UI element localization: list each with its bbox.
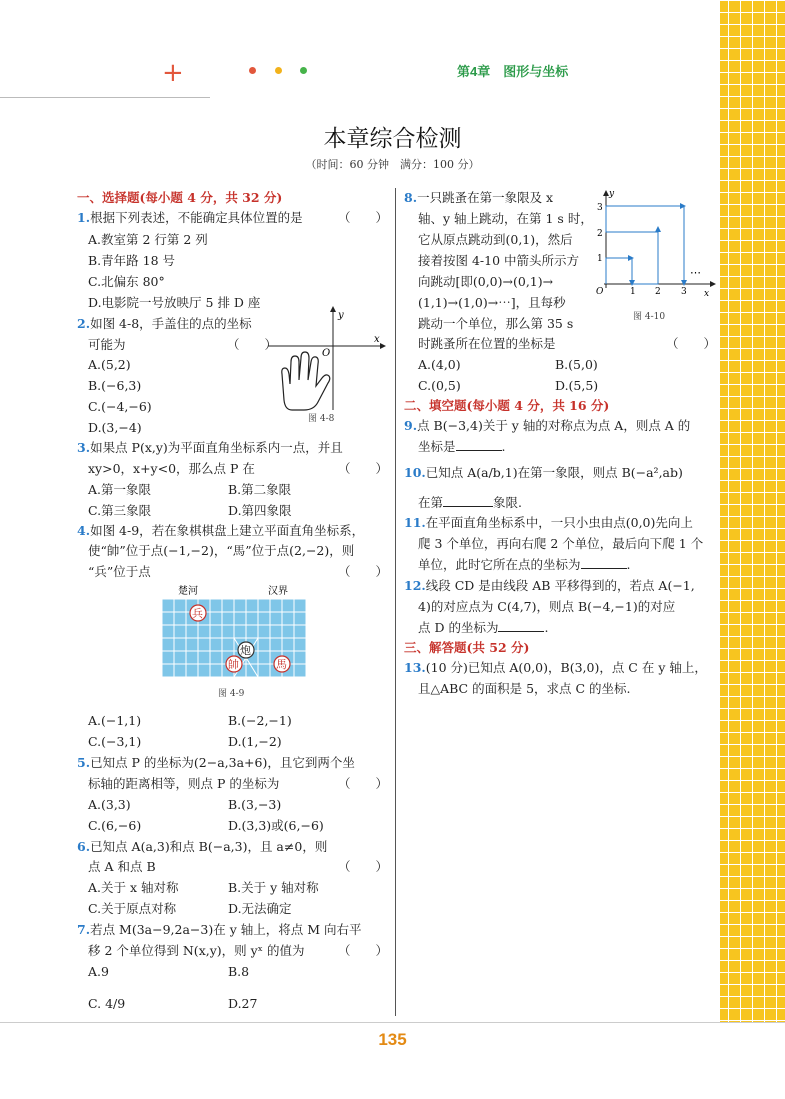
option-b: D.(5,5) [555,378,599,393]
option-b: D.无法确定 [228,901,292,916]
text-line [88,543,354,559]
text-line [404,578,695,594]
text-line [418,681,631,697]
question-text: 点 B(−3,4)关于 y 轴的对称点为点 A，则点 A 的 [417,418,691,433]
text-line [88,420,142,436]
text-line [418,336,556,352]
text-line [418,357,598,373]
text-line-content: 可能为 [88,337,126,352]
text-line [88,901,292,917]
piece-ma [274,656,290,672]
option-a: C.(0,5) [418,378,461,393]
svg-text:炮: 炮 [240,644,251,657]
river-right-label: 汉界 [268,586,288,597]
question-number: 12. [404,578,426,593]
text-line [88,378,141,394]
text-line-content: 使“帥”位于点(−1,−2)，“馬”位于点(2,−2)，则 [88,543,355,558]
question-text: 如图 4-8，手盖住的点的坐标 [90,316,252,331]
text-line [418,620,548,636]
x-label: x [704,289,710,299]
text-line [88,734,282,750]
text-line [88,503,292,519]
option-a: A.(−1,1) [88,713,142,728]
y-tick: 1 [597,254,603,264]
text-line [404,515,693,531]
text-line-content: 坐标是 [418,439,456,454]
text-line [404,418,690,434]
y-label: y [609,189,615,199]
text-line-suffix: . [501,439,506,454]
piece-pao [238,642,254,658]
origin-label: O [596,287,604,297]
text-line-suffix: 象限. [493,495,522,510]
page-subtitle: （时间：60 分钟 满分：100 分） [305,158,480,171]
text-line-content: 跳动一个单位，那么第 35 s [418,316,574,331]
y-arrow-icon [330,306,336,312]
x-tick: 1 [630,287,636,297]
text-line [77,755,355,771]
section-heading: 二、填空题(每小题 4 分，共 16 分) [404,398,610,413]
piece-bing [190,605,206,621]
text-line [88,818,324,834]
text-line [88,295,260,311]
option-b: D.(1,−2) [228,734,282,749]
answer-paren: （ ） [338,461,389,476]
text-line [404,398,609,414]
option-a: A.关于 x 轴对称 [88,880,179,895]
answer-paren: （ ） [338,564,389,579]
answer-paren: （ ） [338,210,389,225]
y-tick: 3 [597,203,603,213]
answer-paren: （ ） [666,336,717,351]
figure-caption: 图 4-9 [218,689,245,699]
question-number: 1. [77,210,91,225]
text-line [88,274,165,290]
piece-shuai [226,656,242,672]
text-line-content: 4)的对应点为 C(4,7)，则点 B(−4,−1)的对应 [418,599,676,614]
text-line [404,660,707,676]
question-number: 9. [404,418,418,433]
x-tick: 3 [681,287,687,297]
text-line-content: A.教室第 2 行第 2 列 [88,232,208,247]
text-line [88,797,281,813]
text-line [77,922,361,938]
column-divider [395,188,396,1016]
text-line-content: 轴、y 轴上跳动，在第 1 s 时， [418,211,593,226]
text-line [418,599,675,615]
text-line [418,378,598,394]
red-dot-icon [249,67,256,74]
answer-paren: （ ） [227,337,278,352]
text-line [88,713,292,729]
text-line [88,461,255,477]
option-b: D.第四象限 [228,503,292,518]
question-text: 在平面直角坐标系中，一只小虫由点(0,0)先向上 [425,515,693,530]
text-line [418,211,593,227]
option-b: B.(−2,−1) [228,713,292,728]
page-number: 135 [378,1030,407,1049]
text-line-content: C.北偏东 80° [88,274,165,289]
answer-blank [498,620,544,632]
text-line-content: 单位，此时它所在点的坐标为 [418,557,581,572]
svg-text:馬: 馬 [276,658,287,671]
option-a: C.(−3,1) [88,734,142,749]
chapter-title: 第4章 图形与坐标 [457,64,569,79]
text-line [88,357,131,373]
text-line-content: (1,1)→(1,0)→⋯]，且每秒 [418,295,566,310]
question-text: 如图 4-9，若在象棋棋盘上建立平面直角坐标系， [90,523,365,538]
text-line-content: 时跳蚤所在位置的坐标是 [418,336,556,351]
text-line [88,482,291,498]
option-a: C.(6,−6) [88,818,142,833]
answer-paren: （ ） [338,859,389,874]
header-tab [200,0,720,98]
text-line [404,465,683,481]
text-line [418,536,703,552]
text-line [77,523,364,539]
answer-paren: （ ） [338,776,389,791]
text-line [88,776,279,792]
text-line-content: B.(−6,3) [88,378,142,393]
question-text: 已知点 A(a,3)和点 B(−a,3)，且 a≠0，则 [90,839,328,854]
text-line [77,190,282,206]
y-label: y [338,310,344,321]
text-line [77,316,252,332]
text-line-content: 点 A 和点 B [88,859,156,874]
text-line [88,232,208,248]
text-line [77,210,303,226]
text-line-content: 它从原点跳动到(0,1)，然后 [418,232,573,247]
text-line [418,295,566,311]
jump-path [606,206,684,284]
text-line [418,495,522,511]
text-line [77,440,343,456]
question-text: 一只跳蚤在第一象限及 x [417,190,554,205]
answer-blank [581,557,627,569]
text-line [418,253,579,269]
text-line-content: 向跳动[即(0,0)→(0,1)→ [418,274,554,289]
question-text: 已知点 A(a/b,1)在第一象限，则点 B(−a²,ab) [425,465,683,480]
option-a: A.(4,0) [418,357,461,372]
text-line-content: A.(5,2) [88,357,131,372]
ellipsis: ⋯ [690,266,701,279]
text-line [88,880,319,896]
question-number: 6. [77,839,91,854]
question-number: 11. [404,515,426,530]
svg-text:兵: 兵 [192,607,203,620]
text-line [404,640,529,656]
option-a: C. 4/9 [88,996,126,1011]
yellow-dot-icon [275,67,282,74]
question-number: 10. [404,465,426,480]
text-line [88,964,249,980]
option-b: B.关于 y 轴对称 [228,880,319,895]
text-line [88,253,175,269]
text-line-content: B.青年路 18 号 [88,253,176,268]
text-line-content: 在第 [418,495,444,510]
hand-icon [282,352,330,410]
text-line [77,839,327,855]
text-line [88,564,151,580]
option-a: C.第三象限 [88,503,152,518]
text-line [418,439,506,455]
figure-caption: 图 4-8 [308,414,335,424]
option-a: C.关于原点对称 [88,901,177,916]
page-title: 本章综合检测 [323,126,462,152]
x-label: x [374,334,380,345]
option-a: A.(3,3) [88,797,131,812]
option-b: B.(5,0) [555,357,598,372]
text-line [88,943,304,959]
question-text: 如果点 P(x,y)为平面直角坐标系内一点，并且 [90,440,343,455]
text-line-content: xy>0，x+y<0，那么点 P 在 [88,461,255,476]
x-arrow-icon [380,343,386,349]
section-heading: 三、解答题(共 52 分) [404,640,530,655]
text-line [418,274,553,290]
text-line [418,557,631,573]
question-number: 3. [77,440,91,455]
text-line [404,190,553,206]
question-number: 13. [404,660,426,675]
question-number: 8. [404,190,418,205]
option-b: B.8 [228,964,250,979]
origin-label: O [322,348,331,359]
text-line-content: 爬 3 个单位，再向右爬 2 个单位，最后向下爬 1 个 [418,536,704,551]
section-heading: 一、选择题(每小题 4 分，共 32 分) [77,190,283,205]
text-line-suffix: . [626,557,631,572]
figure-4-8 [268,306,388,418]
text-line-content: D.电影院一号放映厅 5 排 D 座 [88,295,261,310]
text-line-content: D.(3,−4) [88,420,142,435]
option-b: D.27 [228,996,258,1011]
answer-paren: （ ） [338,943,389,958]
x-tick: 2 [655,287,661,297]
text-line [88,337,126,353]
text-line-content: 且△ABC 的面积是 5，求点 C 的坐标. [418,681,631,696]
green-dot-icon [300,67,307,74]
option-b: D.(3,3)或(6,−6) [228,818,324,833]
question-number: 2. [77,316,91,331]
text-line-content: “兵”位于点 [88,564,151,579]
text-line-suffix: . [544,620,549,635]
text-line-content: 点 D 的坐标为 [418,620,499,635]
plus-icon: + [162,58,184,88]
text-line-content: 移 2 个单位得到 N(x,y)，则 yˣ 的值为 [88,943,305,958]
option-b: B.第二象限 [228,482,292,497]
figure-caption: 图 4-10 [633,312,666,322]
figure-4-9 [160,584,310,680]
question-text: 根据下列表述，不能确定具体位置的是 [90,210,303,225]
question-text: 若点 M(3a−9,2a−3)在 y 轴上，将点 M 向右平 [90,922,362,937]
question-text: 线段 CD 是由线段 AB 平移得到的，若点 A(−1, [425,578,695,593]
figure-4-10 [592,188,717,300]
question-text: 已知点 P 的坐标为(2−a,3a+6)，且它到两个坐 [90,755,355,770]
question-text: (10 分)已知点 A(0,0)，B(3,0)，点 C 在 y 轴上， [425,660,707,675]
option-a: A.9 [88,964,109,979]
question-number: 4. [77,523,91,538]
answer-blank [456,439,502,451]
footer-rule [0,1022,785,1023]
answer-blank [443,495,493,507]
header-rule [0,97,210,98]
river-left-label: 楚河 [178,586,198,597]
y-tick: 2 [597,229,603,239]
option-a: A.第一象限 [88,482,152,497]
text-line-content: 标轴的距离相等，则点 P 的坐标为 [88,776,280,791]
text-line [418,316,573,332]
text-line [88,399,152,415]
x-arrow-icon [710,281,716,287]
text-line [88,859,156,875]
text-line [88,996,257,1012]
text-line-content: 接着按图 4-10 中箭头所示方 [418,253,580,268]
option-b: B.(3,−3) [228,797,282,812]
svg-text:帥: 帥 [228,658,239,671]
text-line-content: C.(−4,−6) [88,399,152,414]
question-number: 7. [77,922,91,937]
question-number: 5. [77,755,91,770]
text-line [418,232,573,248]
